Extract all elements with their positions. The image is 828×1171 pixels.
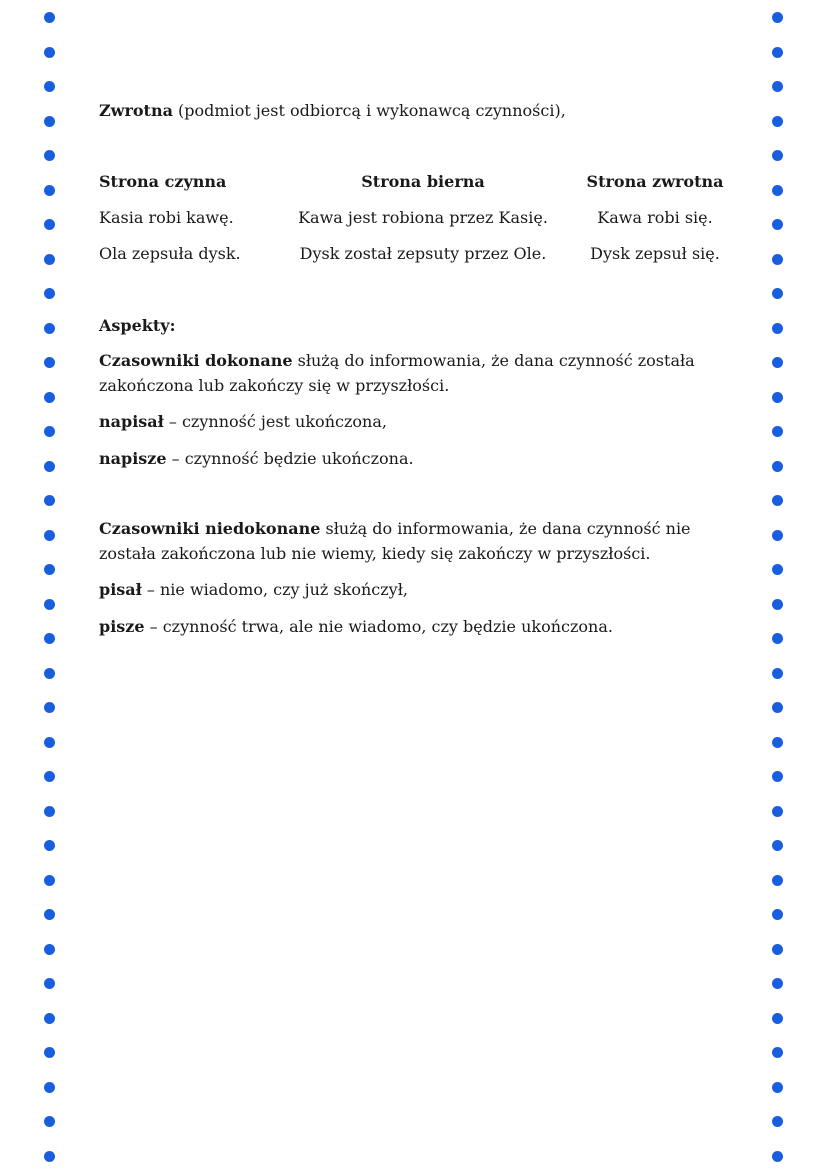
- border-dot: [772, 495, 783, 506]
- perfective-example-1: [99, 410, 387, 434]
- border-dot: [772, 633, 783, 644]
- border-dot: [44, 357, 55, 368]
- border-dot: [772, 1013, 783, 1024]
- border-dot: [44, 1047, 55, 1058]
- border-dot: [44, 219, 55, 230]
- border-dot: [44, 495, 55, 506]
- table-cell: Kawa robi się.: [597, 208, 713, 227]
- table-row: [99, 242, 739, 278]
- imperfective-example-1: [99, 578, 408, 602]
- border-dot: [44, 599, 55, 610]
- border-dot: [44, 150, 55, 161]
- border-dot: [772, 1047, 783, 1058]
- border-dot: [44, 392, 55, 403]
- border-dot: [44, 840, 55, 851]
- table-cell: Ola zepsuła dysk.: [99, 244, 241, 263]
- border-dot: [772, 1082, 783, 1093]
- voices-table-header: [99, 170, 739, 206]
- border-dot: [44, 116, 55, 127]
- border-dot: [772, 461, 783, 472]
- border-dot: [772, 116, 783, 127]
- border-dot: [44, 288, 55, 299]
- perfective-line-1: [99, 349, 695, 373]
- border-dot: [772, 288, 783, 299]
- border-dot: [772, 668, 783, 679]
- border-dot: [772, 219, 783, 230]
- border-dot: [44, 702, 55, 713]
- border-dot: [772, 737, 783, 748]
- border-dot: [772, 530, 783, 541]
- border-dot: [44, 47, 55, 58]
- border-dot: [772, 909, 783, 920]
- border-dot: [772, 185, 783, 196]
- border-dot: [44, 771, 55, 782]
- border-dot: [44, 185, 55, 196]
- perfective-term: Czasowniki dokonane: [99, 351, 293, 370]
- imperfective-text: służą do informowania, że dana czynność nie: [320, 519, 691, 538]
- table-cell: Kawa jest robiona przez Kasię.: [298, 208, 548, 227]
- example-word: pisze: [99, 617, 145, 636]
- perfective-text: służą do informowania, że dana czynność została: [292, 351, 695, 370]
- header-reflexive-voice: Strona zwrotna: [586, 172, 724, 191]
- imperfective-line-1: [99, 517, 691, 541]
- border-dot: [772, 1116, 783, 1127]
- border-dot: [44, 978, 55, 989]
- table-cell: Kasia robi kawę.: [99, 208, 234, 227]
- border-dot: [44, 81, 55, 92]
- imperfective-term: Czasowniki niedokonane: [99, 519, 321, 538]
- border-dot: [772, 47, 783, 58]
- border-dot: [772, 323, 783, 334]
- header-active-voice: Strona czynna: [99, 172, 227, 191]
- border-dot: [44, 909, 55, 920]
- border-dot: [44, 875, 55, 886]
- border-dot: [44, 668, 55, 679]
- aspects-heading: Aspekty:: [99, 316, 176, 335]
- border-dot: [772, 12, 783, 23]
- border-dot: [44, 806, 55, 817]
- border-dot: [44, 254, 55, 265]
- example-text: – czynność trwa, ale nie wiadomo, czy będzie ukończona.: [144, 617, 613, 636]
- border-dot: [44, 737, 55, 748]
- border-dot: [44, 1013, 55, 1024]
- border-dot: [772, 564, 783, 575]
- border-dot: [772, 357, 783, 368]
- reflexive-description: (podmiot jest odbiorcą i wykonawcą czynności),: [172, 101, 566, 120]
- border-dot: [772, 392, 783, 403]
- border-dot: [44, 1151, 55, 1162]
- border-dot: [44, 1082, 55, 1093]
- border-dot: [772, 254, 783, 265]
- border-dot: [44, 633, 55, 644]
- border-dot: [44, 12, 55, 23]
- border-dot: [44, 1116, 55, 1127]
- border-dot: [772, 599, 783, 610]
- table-cell: Dysk został zepsuty przez Ole.: [299, 244, 547, 263]
- border-dot: [772, 426, 783, 437]
- border-dot: [772, 806, 783, 817]
- border-dot: [772, 840, 783, 851]
- table-row: [99, 206, 739, 242]
- perfective-line-2: zakończona lub zakończy się w przyszłości.: [99, 376, 450, 395]
- voices-table: [99, 170, 739, 278]
- border-dot: [772, 944, 783, 955]
- border-dot: [772, 1151, 783, 1162]
- table-cell: Dysk zepsuł się.: [590, 244, 720, 263]
- example-text: – czynność będzie ukończona.: [166, 449, 414, 468]
- perfective-example-2: [99, 447, 414, 471]
- imperfective-example-2: [99, 615, 613, 639]
- imperfective-line-2: została zakończona lub nie wiemy, kiedy się zakończy w przyszłości.: [99, 544, 651, 563]
- reflexive-term: Zwrotna: [99, 101, 173, 120]
- example-word: napisze: [99, 449, 167, 468]
- border-dot: [772, 702, 783, 713]
- border-dot: [772, 875, 783, 886]
- border-dot: [44, 944, 55, 955]
- border-dot: [44, 323, 55, 334]
- left-dotted-border: [44, 0, 56, 1171]
- border-dot: [772, 81, 783, 92]
- border-dot: [44, 530, 55, 541]
- example-word: pisał: [99, 580, 142, 599]
- border-dot: [44, 564, 55, 575]
- example-text: – nie wiadomo, czy już skończył,: [141, 580, 408, 599]
- border-dot: [772, 978, 783, 989]
- right-dotted-border: [772, 0, 784, 1171]
- border-dot: [772, 771, 783, 782]
- example-word: napisał: [99, 412, 164, 431]
- header-passive-voice: Strona bierna: [361, 172, 485, 191]
- example-text: – czynność jest ukończona,: [163, 412, 387, 431]
- reflexive-voice-paragraph: [99, 99, 739, 123]
- border-dot: [44, 461, 55, 472]
- border-dot: [44, 426, 55, 437]
- border-dot: [772, 150, 783, 161]
